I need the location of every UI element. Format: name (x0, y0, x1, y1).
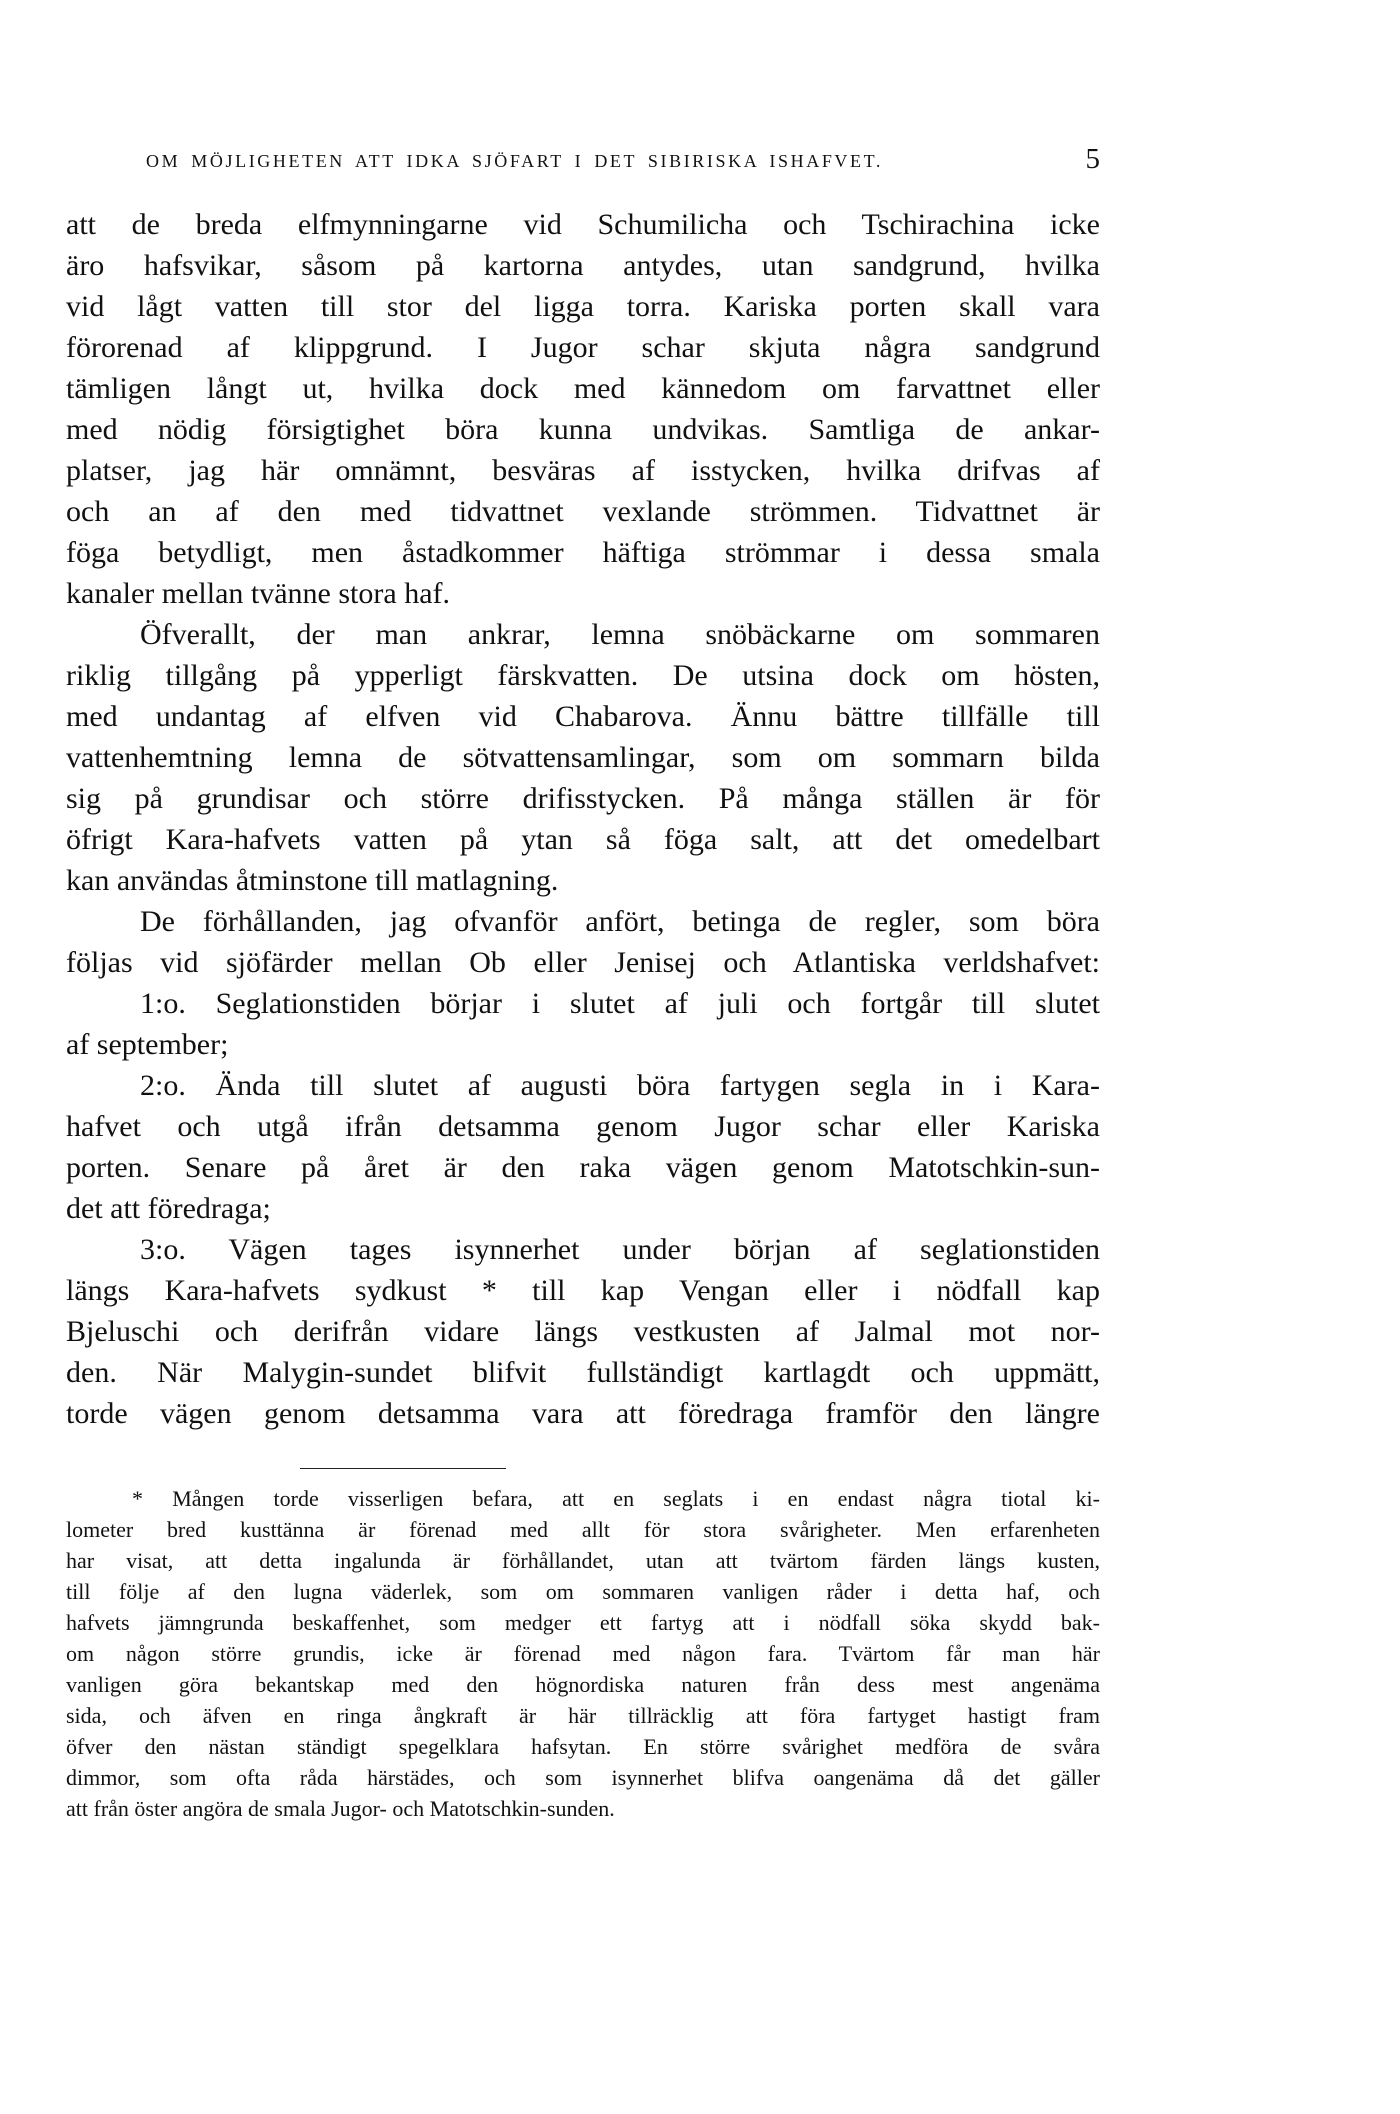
rule-1-start: 1:o. Seglationstiden börjar i slutet af juli och fortgår till slutet (140, 987, 1100, 1020)
running-head (66, 143, 1100, 179)
body-line: torde vägen genom detsamma vara att föredraga framför den längre (66, 1397, 1100, 1430)
body-line: porten. Senare på året är den raka vägen genom Matotschkin-sun- (66, 1151, 1100, 1184)
body-line: följas vid sjöfärder mellan Ob eller Jenisej och Atlantiska verldshafvet: (66, 946, 1100, 979)
running-title: OM MÖJLIGHETEN ATT IDKA SJÖFART I DET SIBIRISKA ISHAFVET. (146, 151, 883, 171)
body-line: tämligen långt ut, hvilka dock med kännedom om farvattnet eller (66, 372, 1100, 405)
footnote-line: öfver den nästan ständigt spegelklara hafsytan. En större svårighet medföra de svåra (66, 1734, 1100, 1759)
body-line: kan användas åtminstone till matlagning. (66, 864, 559, 897)
rule-2-start: 2:o. Ända till slutet af augusti böra fartygen segla in i Kara- (140, 1069, 1100, 1102)
footnote-line: har visat, att detta ingalunda är förhållandet, utan att tvärtom färden längs kusten, (66, 1548, 1100, 1573)
body-line: föga betydligt, men åstadkommer häftiga strömmar i dessa smala (66, 536, 1100, 569)
body-line: platser, jag här omnämnt, besväras af isstycken, hvilka drifvas af (66, 454, 1100, 487)
footnote-line: till följe af den lugna väderlek, som om sommaren vanligen råder i detta haf, och (66, 1579, 1100, 1604)
footnote-line: sida, och äfven en ringa ångkraft är här tillräcklig att föra fartyget hastigt fram (66, 1703, 1100, 1728)
rule-3-start: 3:o. Vägen tages isynnerhet under början af seglationstiden (140, 1233, 1100, 1266)
paragraph-start: Öfverallt, der man ankrar, lemna snöbäckarne om sommaren (140, 618, 1100, 651)
body-line: hafvet och utgå ifrån detsamma genom Jugor schar eller Kariska (66, 1110, 1100, 1143)
body-line: och an af den med tidvattnet vexlande strömmen. Tidvattnet är (66, 495, 1100, 528)
body-line: med nödig försigtighet böra kunna undvikas. Samtliga de ankar- (66, 413, 1100, 446)
body-line: vid lågt vatten till stor del ligga torra. Kariska porten skall vara (66, 290, 1100, 323)
body-line: äro hafsvikar, såsom på kartorna antydes, utan sandgrund, hvilka (66, 249, 1100, 282)
body-line: sig på grundisar och större drifisstycken. På många ställen är för (66, 782, 1100, 815)
body-line: vattenhemtning lemna de sötvattensamlingar, som om sommarn bilda (66, 741, 1100, 774)
footnote-line: vanligen göra bekantskap med den högnordiska naturen från dess mest angenäma (66, 1672, 1100, 1697)
footnote-divider (300, 1468, 506, 1469)
footnote-line: att från öster angöra de smala Jugor- och Matotschkin-sunden. (66, 1796, 615, 1821)
body-line: det att föredraga; (66, 1192, 271, 1225)
paragraph-start: De förhållanden, jag ofvanför anfört, betinga de regler, som böra (140, 905, 1100, 938)
body-line: riklig tillgång på ypperligt färskvatten. De utsina dock om hösten, (66, 659, 1100, 692)
page-number: 5 (1085, 143, 1100, 175)
body-line: Bjeluschi och derifrån vidare längs vestkusten af Jalmal mot nor- (66, 1315, 1100, 1348)
footnote-line: lometer bred kusttänna är förenad med allt för stora svårigheter. Men erfarenheten (66, 1517, 1100, 1542)
footnote-line: * Mången torde visserligen befara, att en seglats i en endast några tiotal ki- (132, 1486, 1100, 1511)
body-line: förorenad af klippgrund. I Jugor schar skjuta några sandgrund (66, 331, 1100, 364)
body-line: med undantag af elfven vid Chabarova. Ännu bättre tillfälle till (66, 700, 1100, 733)
body-line: längs Kara-hafvets sydkust * till kap Vengan eller i nödfall kap (66, 1274, 1100, 1307)
body-line: öfrigt Kara-hafvets vatten på ytan så föga salt, att det omedelbart (66, 823, 1100, 856)
footnote-line: hafvets jämngrunda beskaffenhet, som medger ett fartyg att i nödfall söka skydd bak- (66, 1610, 1100, 1635)
footnote-line: om någon större grundis, icke är förenad med någon fara. Tvärtom får man här (66, 1641, 1100, 1666)
body-line: den. När Malygin-sundet blifvit fullständigt kartlagdt och uppmätt, (66, 1356, 1100, 1389)
body-line: kanaler mellan tvänne stora haf. (66, 577, 450, 610)
body-line: af september; (66, 1028, 229, 1061)
body-line: att de breda elfmynningarne vid Schumilicha och Tschirachina icke (66, 208, 1100, 241)
footnote-line: dimmor, som ofta råda härstädes, och som isynnerhet blifva oangenäma då det gäller (66, 1765, 1100, 1790)
